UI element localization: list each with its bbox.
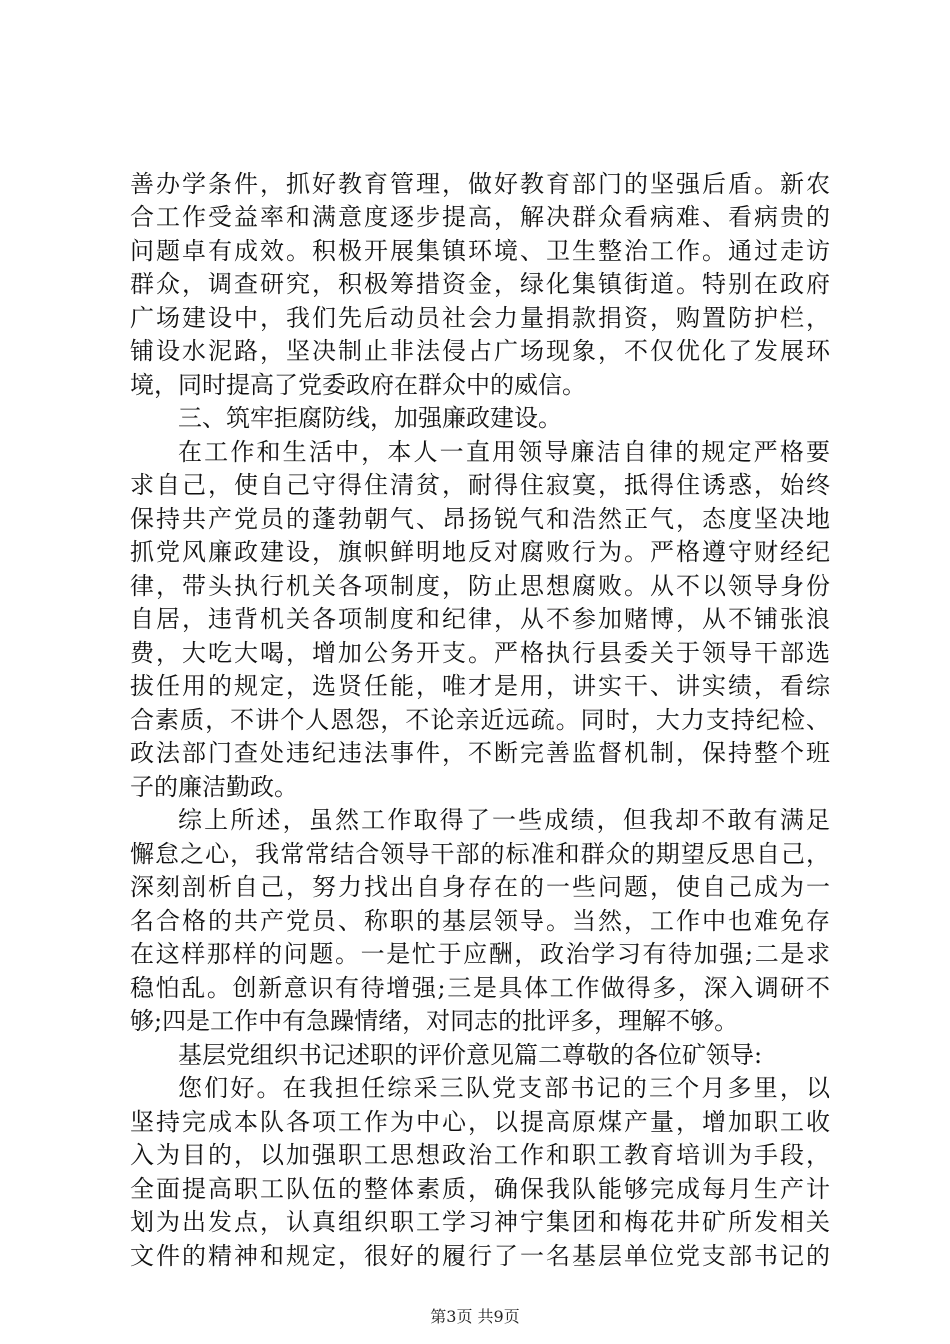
text-line: 群众，调查研究，积极筹措资金，绿化集镇街道。特别在政府	[130, 270, 830, 298]
text-line: 懈怠之心，我常常结合领导干部的标准和群众的期望反思自己，	[130, 840, 830, 868]
text-line: 坚持完成本队各项工作为中心，以提高原煤产量，增加职工收	[130, 1108, 830, 1136]
text-line: 合工作受益率和满意度逐步提高，解决群众看病难、看病贵的	[130, 203, 830, 231]
text-line: 抓党风廉政建设，旗帜鲜明地反对腐败行为。严格遵守财经纪	[130, 538, 830, 566]
text-line: 善办学条件，抓好教育管理，做好教育部门的坚强后盾。新农	[130, 170, 830, 198]
section-heading: 三、筑牢拒腐防线，加强廉政建设。	[178, 404, 562, 432]
text-line: 境，同时提高了党委政府在群众中的威信。	[130, 371, 586, 399]
page-number-footer: 第3页 共9页	[430, 1307, 520, 1326]
text-line: 全面提高职工队伍的整体素质，确保我队能够完成每月生产计	[130, 1175, 830, 1203]
text-line: 在工作和生活中，本人一直用领导廉洁自律的规定严格要	[178, 438, 830, 466]
text-line: 合素质，不讲个人恩怨，不论亲近远疏。同时，大力支持纪检、	[130, 706, 830, 734]
text-line: 在这样那样的问题。一是忙于应酬，政治学习有待加强;二是求	[130, 940, 830, 968]
text-line: 文件的精神和规定，很好的履行了一名基层单位党支部书记的	[130, 1242, 830, 1270]
text-line: 基层党组织书记述职的评价意见篇二尊敬的各位矿领导:	[178, 1041, 763, 1069]
text-line: 拔任用的规定，选贤任能，唯才是用，讲实干、讲实绩，看综	[130, 672, 830, 700]
text-line: 费，大吃大喝，增加公务开支。严格执行县委关于领导干部选	[130, 639, 830, 667]
text-line: 入为目的，以加强职工思想政治工作和职工教育培训为手段，	[130, 1141, 830, 1169]
text-line: 够;四是工作中有急躁情绪，对同志的批评多，理解不够。	[130, 1007, 739, 1035]
text-line: 自居，违背机关各项制度和纪律，从不参加赌博，从不铺张浪	[130, 605, 830, 633]
text-line: 求自己，使自己守得住清贫，耐得住寂寞，抵得住诱惑，始终	[130, 471, 830, 499]
text-line: 综上所述，虽然工作取得了一些成绩，但我却不敢有满足	[178, 806, 830, 834]
text-line: 律，带头执行机关各项制度，防止思想腐败。从不以领导身份	[130, 572, 830, 600]
text-line: 保持共产党员的蓬勃朝气、昂扬锐气和浩然正气，态度坚决地	[130, 505, 830, 533]
text-line: 子的廉洁勤政。	[130, 773, 298, 801]
text-line: 深刻剖析自己，努力找出自身存在的一些问题，使自己成为一	[130, 873, 830, 901]
text-line: 稳怕乱。创新意识有待增强;三是具体工作做得多，深入调研不	[130, 974, 830, 1002]
text-line: 名合格的共产党员、称职的基层领导。当然，工作中也难免存	[130, 907, 830, 935]
text-line: 划为出发点，认真组织职工学习神宁集团和梅花井矿所发相关	[130, 1208, 830, 1236]
text-line: 广场建设中，我们先后动员社会力量捐款捐资，购置防护栏，	[130, 304, 830, 332]
text-line: 问题卓有成效。积极开展集镇环境、卫生整治工作。通过走访	[130, 237, 830, 265]
text-line: 铺设水泥路，坚决制止非法侵占广场现象，不仅优化了发展环	[130, 337, 830, 365]
text-line: 政法部门查处违纪违法事件，不断完善监督机制，保持整个班	[130, 739, 830, 767]
text-line: 您们好。在我担任综采三队党支部书记的三个月多里，以	[178, 1074, 830, 1102]
